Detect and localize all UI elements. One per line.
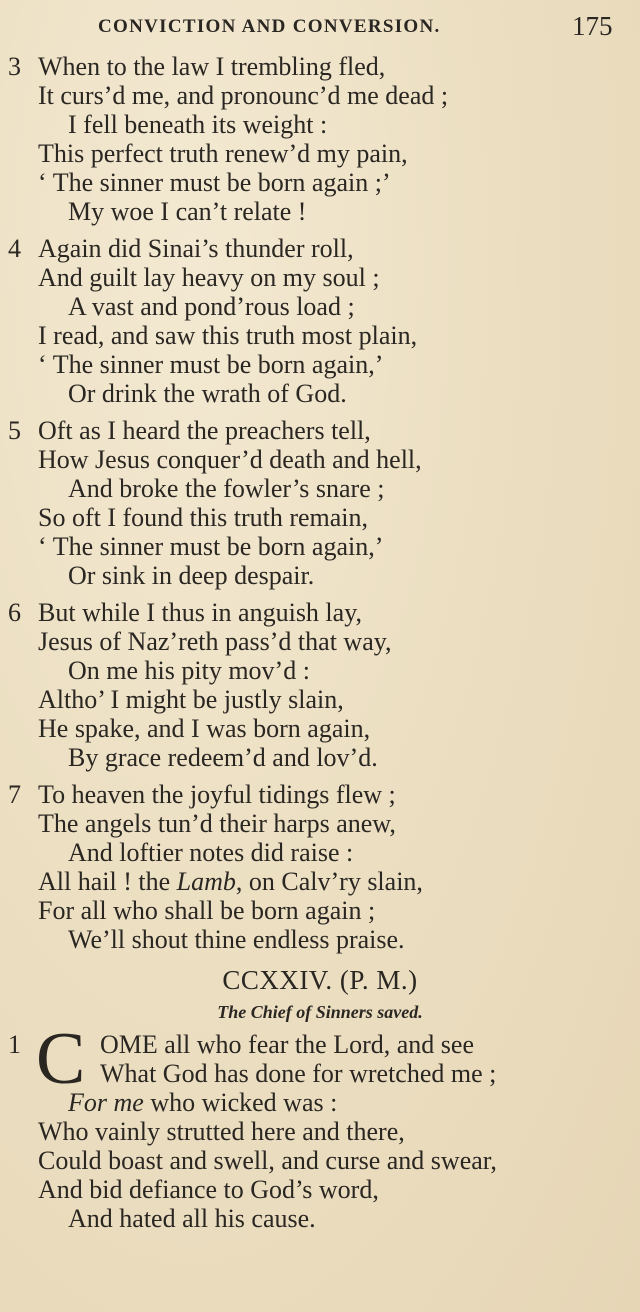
verse-line: Or sink in deep despair. (68, 561, 315, 590)
verse-text: Oft as I heard the preachers tell, (38, 416, 371, 445)
verse-line (0, 416, 640, 445)
hymn-stanza-1 (0, 1018, 640, 1233)
verse-line: This perfect truth renew’d my pain, (38, 139, 408, 168)
page-body (0, 52, 640, 1233)
verse-text: To heaven the joyful tidings flew ; (38, 780, 396, 809)
verse-line: ‘ The sinner must be born again,’ (38, 532, 384, 561)
verse-line: ‘ The sinner must be born again,’ (38, 350, 384, 379)
verse-line: It curs’d me, and pronounc’d me dead ; (38, 81, 449, 110)
verse-line: Could boast and swell, and curse and swear, (38, 1146, 497, 1175)
verse-line: How Jesus conquer’d death and hell, (38, 445, 422, 474)
page-number: 175 (572, 11, 613, 41)
drop-cap: C (36, 1018, 86, 1100)
verse-line: And broke the fowler’s snare ; (68, 474, 385, 503)
verse-line: ‘ The sinner must be born again ;’ (38, 168, 391, 197)
verse-line (0, 52, 640, 81)
stanza-number: 4 (8, 234, 21, 263)
stanza-number: 6 (8, 598, 21, 627)
stanza-5 (0, 416, 640, 590)
stanza-6 (0, 598, 640, 772)
verse-line: Altho’ I might be justly slain, (38, 685, 344, 714)
verse-text: When to the law I trembling fled, (38, 52, 386, 81)
page-header (0, 8, 640, 44)
stanza-number: 7 (8, 780, 21, 809)
verse-line (0, 234, 640, 263)
italic-phrase: For me (68, 1088, 144, 1117)
verse-line: And guilt lay heavy on my soul ; (38, 263, 380, 292)
verse-line: On me his pity mov’d : (68, 656, 310, 685)
verse-line: So oft I found this truth remain, (38, 503, 369, 532)
verse-line: What God has done for wretched me ; (100, 1059, 497, 1088)
verse-line: And bid defiance to God’s word, (38, 1175, 379, 1204)
stanza-3 (0, 52, 640, 226)
verse-line: Or drink the wrath of God. (68, 379, 347, 408)
stanza-number: 1 (8, 1030, 21, 1059)
verse-text: who wicked was : (143, 1088, 338, 1117)
hymn-subtitle: The Chief of Sinners saved. (217, 1002, 423, 1022)
verse-line: The angels tun’d their harps anew, (38, 809, 396, 838)
verse-text: OME all who fear the Lord, and see (100, 1030, 474, 1059)
stanza-7 (0, 780, 640, 954)
verse-line (0, 1088, 640, 1117)
hymn-title: CCXXIV. (P. M.) (222, 965, 418, 995)
stanza-number: 5 (8, 416, 21, 445)
running-head: CONVICTION AND CONVERSION. (98, 16, 441, 37)
verse-line (0, 1030, 640, 1059)
verse-text: But while I thus in anguish lay, (38, 598, 363, 627)
verse-text: Again did Sinai’s thunder roll, (38, 234, 354, 263)
verse-line: He spake, and I was born again, (38, 714, 371, 743)
stanza-number: 3 (8, 52, 21, 81)
verse-line (0, 598, 640, 627)
verse-line: For all who shall be born again ; (38, 896, 376, 925)
verse-line: All hail ! the Lamb, on Calv’ry slain, (38, 867, 423, 896)
verse-line: We’ll shout thine endless praise. (68, 925, 405, 954)
stanza-4 (0, 234, 640, 408)
verse-line (0, 780, 640, 809)
italic-word: Lamb (176, 867, 236, 896)
verse-line: And hated all his cause. (68, 1204, 316, 1233)
verse-line: Who vainly strutted here and there, (38, 1117, 405, 1146)
verse-line: By grace redeem’d and lov’d. (68, 743, 378, 772)
verse-line: My woe I can’t relate ! (68, 197, 307, 226)
verse-line: Jesus of Naz’reth pass’d that way, (38, 627, 392, 656)
verse-line: I read, and saw this truth most plain, (38, 321, 418, 350)
verse-line: I fell beneath its weight : (68, 110, 328, 139)
verse-line: A vast and pond’rous load ; (68, 292, 355, 321)
verse-line: And loftier notes did raise : (68, 838, 354, 867)
